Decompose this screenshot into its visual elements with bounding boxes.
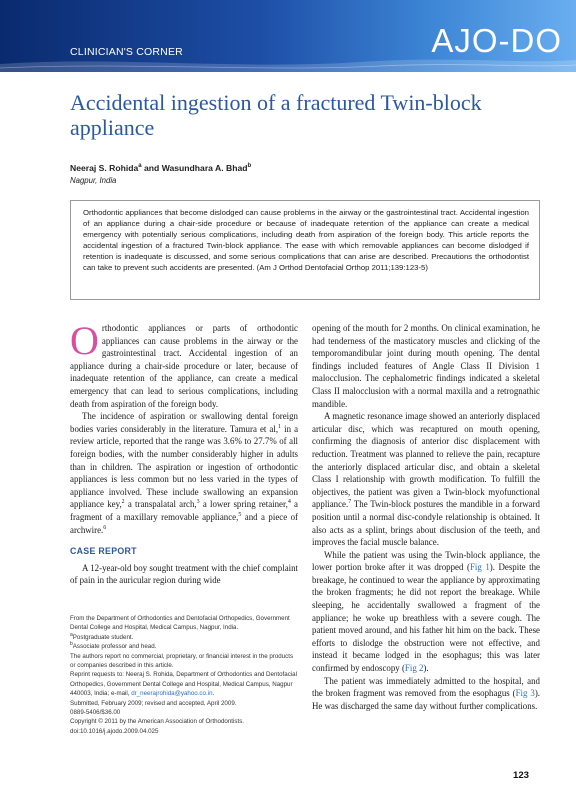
footnote-issn: 0889-5406/$36.00 (70, 709, 121, 717)
reference-5[interactable]: 5 (238, 511, 242, 518)
author-1: Neeraj S. Rohida (70, 163, 139, 173)
section-label: CLINICIAN'S CORNER (70, 46, 183, 58)
journal-logo: AJO-DO (431, 22, 562, 59)
footnotes (70, 614, 298, 736)
clinical-exam-paragraph: opening of the mouth for 2 months. On clinical examination, he had tenderness of the masticatory muscles and clicking of the temporomandibular joint during mouth opening. The dental findings included features of Angle Class II Division 1 malocclusion. The cephalometric findings indicated a skeletal Class II malocclusion with a normal maxilla and a retrognathic mandible. (312, 323, 540, 409)
footnote-copyright: Copyright © 2011 by the American Association of Orthodontists. (70, 718, 245, 726)
reference-3[interactable]: 3 (196, 499, 200, 506)
reference-1[interactable]: 1 (278, 423, 282, 430)
author-line (70, 163, 251, 173)
reference-4[interactable]: 4 (287, 499, 291, 506)
drop-cap: O (70, 318, 99, 363)
page-number: 123 (513, 770, 530, 781)
reference-7[interactable]: 7 (348, 499, 352, 506)
author-2: Wasundhara A. Bhad (161, 163, 248, 173)
author-2-affiliation-mark: b (247, 163, 252, 170)
case-report-paragraph: A 12-year-old boy sought treatment with the chief complaint of pain in the auricular region during wide (70, 562, 298, 586)
footnote-b: $^b$Associate professor and head. (70, 641, 157, 651)
incidence-paragraph: The incidence of aspiration or swallowing dental foreign bodies varies considerably in the literature. Tamura et al,$^1$ in a review article, reported that the range was 3.6% to 27.7% of all foreign bodies, with the number considerably higher in adults than in children. The aspiration or ingestion of orthodontic appliances is less common but no less varied in the types of appliance involved. These include swallowing an expansion appliance key,$^2$ a transpalatal arch,$^3$ a lower spring retainer,$^4$ a fragment of a maxillary removable appliance,$^5$ and a piece of archwire.$^6$ (70, 411, 299, 535)
footnote-disclosure: The authors report no commercial, proprietary, or financial interest in the products or companies described in this article. (70, 652, 294, 670)
author-conjunction: and (141, 163, 162, 173)
footnote-doi: doi:10.1016/j.ajodo.2009.04.025 (70, 727, 159, 735)
case-report-heading: CASE REPORT (70, 546, 137, 557)
journal-header-band (0, 0, 576, 72)
author-1-affiliation-mark: a (138, 163, 142, 170)
footnote-submitted: Submitted, February 2009; revised and accepted, April 2009. (70, 699, 237, 707)
right-column (312, 322, 540, 712)
admission-paragraph: The patient was immediately admitted to the hospital, and the broken fragment was removed from the esophagus (Fig 3). He was discharged the same day without further complications. (312, 675, 540, 711)
figure-1-link[interactable]: Fig 1 (469, 562, 490, 573)
abstract-text: Orthodontic appliances that become dislodged can cause problems in the airway or the gastrointestinal tract. Accidental ingestion of an appliance during a chair-side procedure or because of inadequate retention of the appliance can create a medical emergency with potentially serious complications, including death from aspiration of the foreign body. This article reports the accidental ingestion of a fractured Twin-block appliance. The ease with which removable appliances can become dislodged if retention is inadequate is discussed, and some serious complications that can arise are described. Precautions the orthodontist can take to prevent such accidents are presented. (Am J Orthod Dentofacial Orthop 2011;139:123-5) (83, 208, 529, 272)
footnote-reprint: Reprint requests to: Neeraj S. Rohida, Department of Orthodontics and Dentofacial Orthopedics, Government Dental College and Hospital, Medical Campus, Nagpur 440003, India; e-mail, dr_neerajrohida@yahoo.co.in. (70, 671, 297, 698)
footnote-a: $^a$Postgraduate student. (70, 631, 134, 641)
intro-paragraph: Orthodontic appliances or parts of orthodontic appliances can cause problems in the airway or the gastrointestinal tract. Accidental ingestion of an appliance during a chair-side procedure or later, because of inadequate retention of the appliance, can create a medical emergency that can lead to serious complications, including death from aspiration of the foreign body. (70, 318, 298, 409)
left-column (70, 318, 299, 587)
mri-paragraph: A magnetic resonance image showed an anteriorly displaced articular disc, which was recaptured on mouth opening, confirming the diagnosis of anterior disc displacement with reduction. Treatment was planned to relieve the pain, recapture the anteriorly displaced articular disc, and obtain a skeletal Class I relationship with growth modification. To fulfill the objectives, the patient was given a Twin-block myofunctional appliance.$^7$ The Twin-block postures the mandible in a forward position until a normal disc-condyle relationship is obtained. It also acts as a splint, brings about disclusion of the teeth, and improves the facial muscle balance. (312, 411, 540, 548)
reference-2[interactable]: 2 (121, 499, 125, 506)
author-location: Nagpur, India (70, 176, 117, 185)
reprint-email-link[interactable]: dr_neerajrohida@yahoo.co.in (131, 690, 213, 698)
footnote-affiliation: From the Department of Orthodontics and Dentofacial Orthopedics, Government Dental College and Hospital, Medical Campus, Nagpur, India. (70, 615, 290, 632)
article-title: Accidental ingestion of a fractured Twin-block appliance (70, 90, 482, 140)
reference-6[interactable]: 6 (103, 524, 107, 531)
breakage-paragraph: While the patient was using the Twin-block appliance, the lower portion broke after it was dropped (Fig 1). Despite the breakage, he continued to wear the appliance by approximating the broken fragments; he did not report the breakage. While sleeping, he accidentally swallowed a fragment of the appliance; he woke up breathless with a severe cough. The patient moved around, and his father hit him on the back. These efforts to dislodge the obstruction were not effective, and instead it became lodged in the esophagus; this was later confirmed by endoscopy (Fig 2). (312, 549, 540, 674)
abstract-box (70, 200, 540, 300)
figure-2-link[interactable]: Fig 2 (404, 663, 424, 674)
figure-3-link[interactable]: Fig 3 (515, 688, 535, 699)
